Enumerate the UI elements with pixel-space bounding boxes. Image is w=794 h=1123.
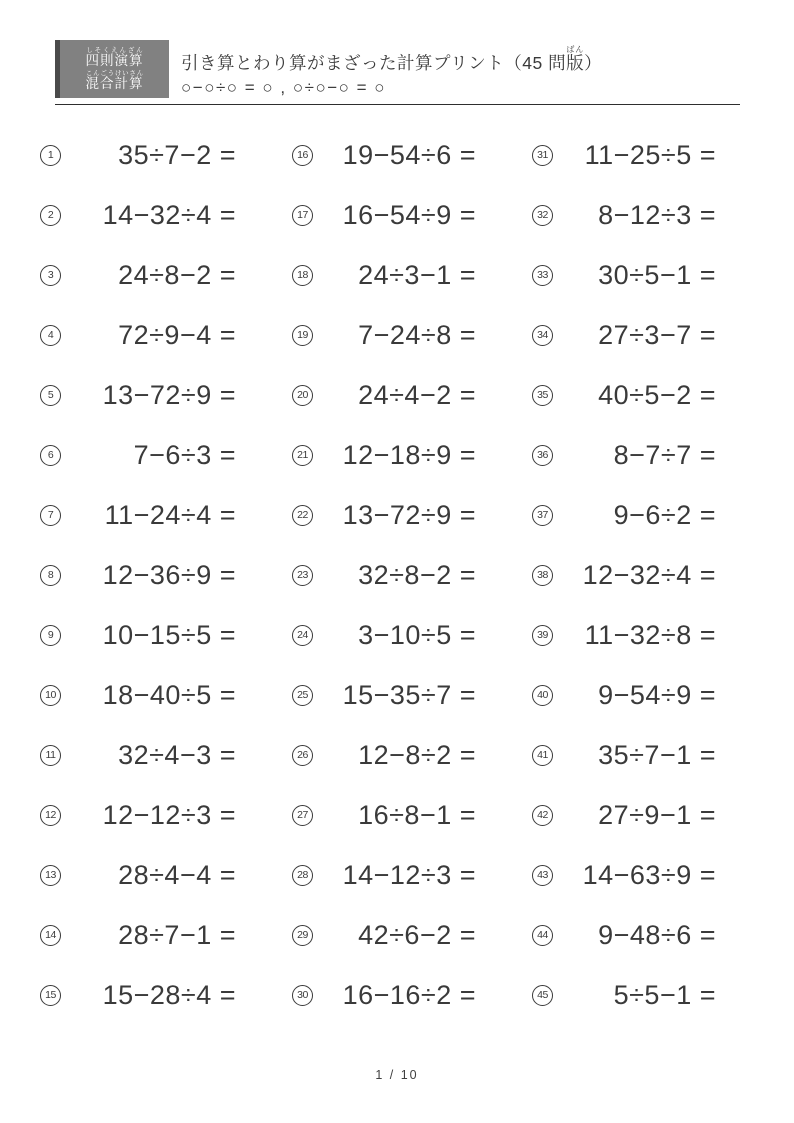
problem-expression: 35÷7−1 = <box>598 739 716 770</box>
problem-number-badge <box>532 805 553 826</box>
problem-number-badge <box>40 385 61 406</box>
problem-number: 21 <box>297 449 308 461</box>
problem-row <box>40 485 236 545</box>
problem-number-badge <box>292 745 313 766</box>
problem-number: 3 <box>47 269 54 281</box>
problem-expression: 35÷7−2 = <box>118 139 236 170</box>
problem-number-badge <box>292 865 313 886</box>
problem-row <box>40 245 236 305</box>
problem-number: 44 <box>537 929 548 941</box>
problem-number: 1 <box>47 149 54 161</box>
problem-number: 37 <box>537 509 548 521</box>
problem-number: 4 <box>47 329 54 341</box>
problem-number-badge <box>532 145 553 166</box>
problem-row <box>292 545 476 605</box>
problem-number-badge <box>532 625 553 646</box>
problem-number-badge <box>292 985 313 1006</box>
problem-number: 32 <box>537 209 548 221</box>
problem-row <box>40 845 236 905</box>
problem-expression: 10−15÷5 = <box>102 619 236 650</box>
problem-number-badge <box>532 685 553 706</box>
problem-expression: 30÷5−1 = <box>598 259 716 290</box>
problem-number: 41 <box>537 749 548 761</box>
problem-number: 26 <box>297 749 308 761</box>
problem-row <box>40 185 236 245</box>
problem-expression: 32÷4−3 = <box>118 739 236 770</box>
problem-number: 19 <box>297 329 308 341</box>
problem-row <box>532 425 716 485</box>
problem-expression: 12−12÷3 = <box>102 799 236 830</box>
problem-number-badge <box>292 625 313 646</box>
problem-number: 35 <box>537 389 548 401</box>
problem-expression: 16÷8−1 = <box>358 799 476 830</box>
problem-expression: 12−36÷9 = <box>102 559 236 590</box>
problem-row <box>40 365 236 425</box>
problem-number: 20 <box>297 389 308 401</box>
problem-expression: 9−6÷2 = <box>613 499 716 530</box>
problem-row <box>292 785 476 845</box>
problem-expression: 42÷6−2 = <box>358 919 476 950</box>
problem-row <box>532 485 716 545</box>
problem-row <box>292 665 476 725</box>
problem-expression: 13−72÷9 = <box>102 379 236 410</box>
problem-row <box>40 665 236 725</box>
problem-expression: 24÷4−2 = <box>358 379 476 410</box>
problem-expression: 3−10÷5 = <box>358 619 476 650</box>
problem-number: 12 <box>45 809 56 821</box>
problem-number-badge <box>532 925 553 946</box>
problem-row <box>40 965 236 1025</box>
problem-number: 14 <box>45 929 56 941</box>
problem-number-badge <box>532 265 553 286</box>
problem-number-badge <box>292 265 313 286</box>
problem-row <box>292 125 476 185</box>
problem-expression: 12−32÷4 = <box>582 559 716 590</box>
problem-number-badge <box>40 745 61 766</box>
problem-expression: 7−24÷8 = <box>358 319 476 350</box>
problem-expression: 14−63÷9 = <box>582 859 716 890</box>
problem-row <box>292 425 476 485</box>
problem-number-badge <box>40 445 61 466</box>
problem-row <box>532 125 716 185</box>
problem-number: 10 <box>45 689 56 701</box>
problem-row <box>532 905 716 965</box>
problem-number-badge <box>532 865 553 886</box>
equation-pattern: ○−○÷○ = ○ , ○÷○−○ = ○ <box>181 78 387 97</box>
problem-row <box>40 305 236 365</box>
problem-number: 15 <box>45 989 56 1001</box>
problem-number: 16 <box>297 149 308 161</box>
problem-row <box>40 725 236 785</box>
problem-number: 43 <box>537 869 548 881</box>
problem-number: 40 <box>537 689 548 701</box>
problem-row <box>532 965 716 1025</box>
worksheet-header <box>55 40 740 98</box>
problem-number-badge <box>292 325 313 346</box>
page-indicator: 1 / 10 <box>375 1068 419 1082</box>
problem-row <box>292 965 476 1025</box>
problems-column <box>40 125 236 1025</box>
problem-number-badge <box>40 685 61 706</box>
problem-expression: 8−12÷3 = <box>598 199 716 230</box>
problem-number-badge <box>40 205 61 226</box>
problems-column <box>532 125 716 1025</box>
problem-expression: 27÷3−7 = <box>598 319 716 350</box>
problem-number: 18 <box>297 269 308 281</box>
problem-number: 39 <box>537 629 548 641</box>
problem-number: 9 <box>47 629 54 641</box>
problem-number: 17 <box>297 209 308 221</box>
problem-expression: 11−24÷4 = <box>104 499 236 530</box>
problem-expression: 15−35÷7 = <box>342 679 476 710</box>
problem-number-badge <box>40 265 61 286</box>
problem-expression: 11−25÷5 = <box>584 139 716 170</box>
problem-expression: 16−16÷2 = <box>342 979 476 1010</box>
problem-number: 11 <box>45 749 56 761</box>
problem-number-badge <box>292 205 313 226</box>
problem-number-badge <box>292 385 313 406</box>
problem-number-badge <box>292 925 313 946</box>
problem-expression: 8−7÷7 = <box>613 439 716 470</box>
problem-number: 23 <box>297 569 308 581</box>
problem-expression: 9−54÷9 = <box>598 679 716 710</box>
problem-expression: 9−48÷6 = <box>598 919 716 950</box>
problem-row <box>40 125 236 185</box>
header-text-block <box>181 40 602 98</box>
header-divider <box>55 104 740 105</box>
problem-number-badge <box>292 565 313 586</box>
problem-number: 28 <box>297 869 308 881</box>
problem-row <box>292 845 476 905</box>
problem-expression: 28÷7−1 = <box>118 919 236 950</box>
problem-number: 30 <box>297 989 308 1001</box>
problem-number: 45 <box>537 989 548 1001</box>
problem-number: 13 <box>45 869 56 881</box>
problem-row <box>292 305 476 365</box>
problem-number-badge <box>292 685 313 706</box>
problem-number-badge <box>532 565 553 586</box>
problem-number: 7 <box>47 509 54 521</box>
problem-row <box>292 245 476 305</box>
badge-line-mixed: 混合計算こんごうけいさん <box>85 69 144 91</box>
problem-number-badge <box>292 505 313 526</box>
category-badge <box>55 40 169 98</box>
problem-expression: 28÷4−4 = <box>118 859 236 890</box>
problem-number: 6 <box>47 449 54 461</box>
problem-row <box>40 425 236 485</box>
problem-row <box>292 725 476 785</box>
problem-expression: 18−40÷5 = <box>102 679 236 710</box>
problem-expression: 14−12÷3 = <box>342 859 476 890</box>
problem-number: 22 <box>297 509 308 521</box>
problem-number: 2 <box>47 209 54 221</box>
problem-row <box>292 365 476 425</box>
problem-expression: 24÷8−2 = <box>118 259 236 290</box>
problem-number: 38 <box>537 569 548 581</box>
problem-expression: 12−8÷2 = <box>358 739 476 770</box>
problem-number-badge <box>532 985 553 1006</box>
problem-number-badge <box>532 745 553 766</box>
problem-number-badge <box>532 505 553 526</box>
problem-expression: 13−72÷9 = <box>342 499 476 530</box>
problem-expression: 16−54÷9 = <box>342 199 476 230</box>
page-footer <box>0 1068 794 1082</box>
problem-number-badge <box>292 145 313 166</box>
problem-number-badge <box>40 865 61 886</box>
problem-row <box>40 605 236 665</box>
problem-number: 33 <box>537 269 548 281</box>
problem-number: 27 <box>297 809 308 821</box>
problem-expression: 15−28÷4 = <box>102 979 236 1010</box>
problem-row <box>532 365 716 425</box>
problem-row <box>532 725 716 785</box>
problem-number: 36 <box>537 449 548 461</box>
problem-number-badge <box>532 385 553 406</box>
problem-row <box>532 305 716 365</box>
problem-expression: 40÷5−2 = <box>598 379 716 410</box>
problem-number: 25 <box>297 689 308 701</box>
problem-number: 31 <box>537 149 548 161</box>
problem-row <box>532 245 716 305</box>
problem-row <box>532 785 716 845</box>
problems-grid <box>40 125 716 1025</box>
problem-number-badge <box>40 985 61 1006</box>
problem-number: 29 <box>297 929 308 941</box>
problem-number-badge <box>40 625 61 646</box>
problem-number-badge <box>532 205 553 226</box>
problem-row <box>292 905 476 965</box>
problem-row <box>40 785 236 845</box>
problem-expression: 12−18÷9 = <box>342 439 476 470</box>
problem-expression: 24÷3−1 = <box>358 259 476 290</box>
problem-number: 34 <box>537 329 548 341</box>
problem-expression: 27÷9−1 = <box>598 799 716 830</box>
problem-row <box>292 185 476 245</box>
problem-row <box>532 845 716 905</box>
problem-expression: 14−32÷4 = <box>102 199 236 230</box>
problem-row <box>532 665 716 725</box>
problem-expression: 11−32÷8 = <box>584 619 716 650</box>
problem-number: 24 <box>297 629 308 641</box>
problem-number-badge <box>532 325 553 346</box>
problem-expression: 72÷9−4 = <box>118 319 236 350</box>
problem-expression: 5÷5−1 = <box>613 979 716 1010</box>
problem-row <box>40 545 236 605</box>
problem-row <box>292 485 476 545</box>
problem-number: 8 <box>47 569 54 581</box>
problem-row <box>532 185 716 245</box>
problem-row <box>292 605 476 665</box>
problem-row <box>40 905 236 965</box>
problem-number-badge <box>40 505 61 526</box>
worksheet-title: 引き算とわり算がまざった計算プリント（45 問版ばん） <box>181 44 603 73</box>
problem-number-badge <box>292 445 313 466</box>
problem-number: 5 <box>47 389 54 401</box>
problem-number: 42 <box>537 809 548 821</box>
problem-number-badge <box>40 805 61 826</box>
problem-expression: 7−6÷3 = <box>133 439 236 470</box>
problem-expression: 19−54÷6 = <box>342 139 476 170</box>
problem-number-badge <box>292 805 313 826</box>
problem-number-badge <box>532 445 553 466</box>
problem-number-badge <box>40 925 61 946</box>
problem-number-badge <box>40 325 61 346</box>
problem-row <box>532 605 716 665</box>
badge-line-operations: 四則演算しそくえんざん <box>85 47 144 69</box>
problem-number-badge <box>40 145 61 166</box>
problem-row <box>532 545 716 605</box>
problem-expression: 32÷8−2 = <box>358 559 476 590</box>
problems-column <box>292 125 476 1025</box>
problem-number-badge <box>40 565 61 586</box>
